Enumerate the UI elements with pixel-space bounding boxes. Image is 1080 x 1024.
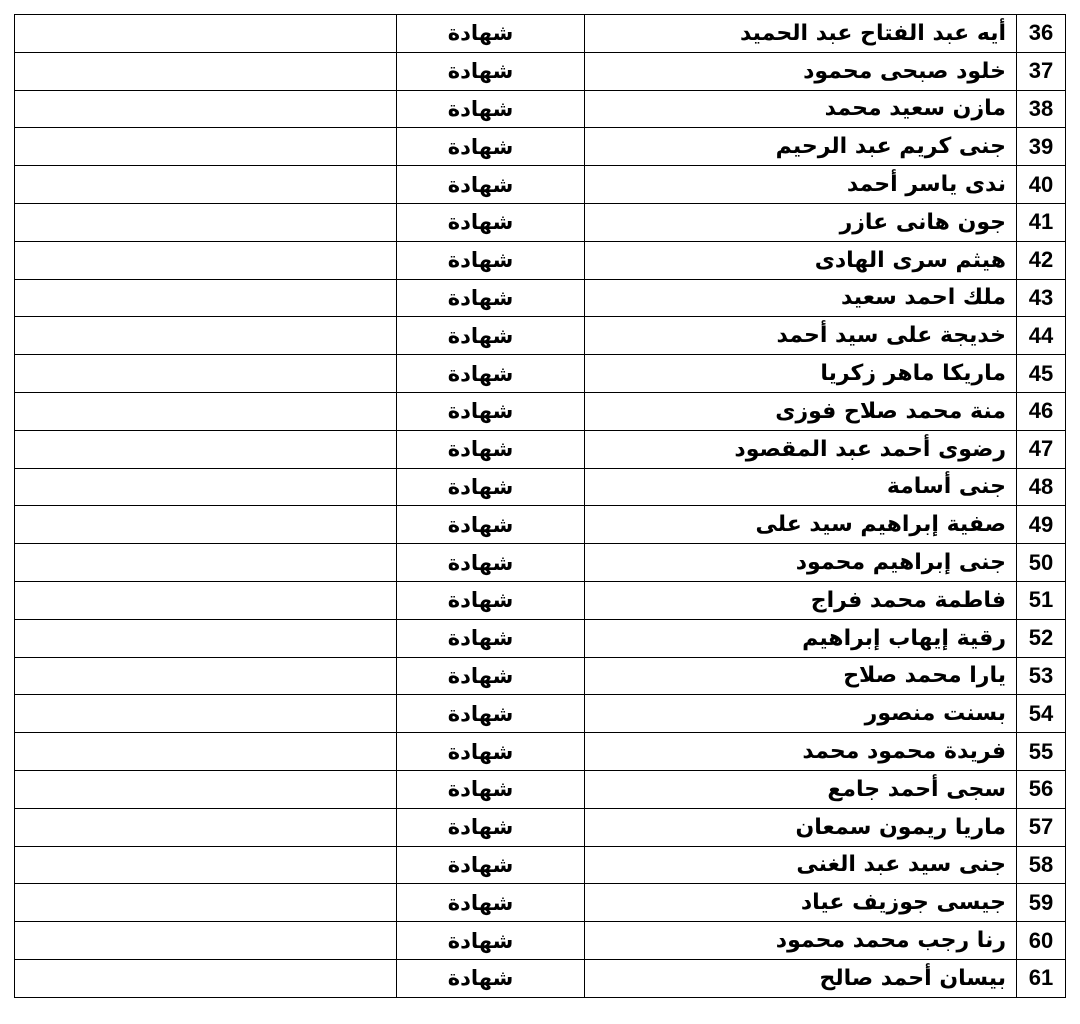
student-name-cell: رضوى أحمد عبد المقصود	[585, 430, 1017, 468]
student-name-cell: جنى أسامة	[585, 468, 1017, 506]
empty-cell	[15, 619, 397, 657]
table-row	[15, 15, 1066, 53]
row-number-cell: 58	[1017, 846, 1066, 884]
table-row	[15, 846, 1066, 884]
row-number-cell: 60	[1017, 922, 1066, 960]
table-row	[15, 581, 1066, 619]
table-row	[15, 506, 1066, 544]
document-type-cell: شهادة	[397, 279, 585, 317]
document-type-cell: شهادة	[397, 203, 585, 241]
document-type-cell: شهادة	[397, 733, 585, 771]
row-number-cell: 42	[1017, 241, 1066, 279]
table-row	[15, 203, 1066, 241]
row-number-cell: 47	[1017, 430, 1066, 468]
row-number-cell: 52	[1017, 619, 1066, 657]
empty-cell	[15, 15, 397, 53]
row-number-cell: 43	[1017, 279, 1066, 317]
student-name-cell: سجى أحمد جامع	[585, 770, 1017, 808]
student-name-cell: بسنت منصور	[585, 695, 1017, 733]
table-row	[15, 544, 1066, 582]
document-type-cell: شهادة	[397, 430, 585, 468]
document-type-cell: شهادة	[397, 581, 585, 619]
student-name-cell: بيسان أحمد صالح	[585, 959, 1017, 997]
empty-cell	[15, 506, 397, 544]
document-type-cell: شهادة	[397, 959, 585, 997]
row-number-cell: 36	[1017, 15, 1066, 53]
row-number-cell: 61	[1017, 959, 1066, 997]
table-row	[15, 166, 1066, 204]
table-row	[15, 657, 1066, 695]
document-type-cell: شهادة	[397, 392, 585, 430]
empty-cell	[15, 317, 397, 355]
empty-cell	[15, 430, 397, 468]
row-number-cell: 56	[1017, 770, 1066, 808]
student-roster-table	[14, 14, 1066, 998]
student-name-cell: فريدة محمود محمد	[585, 733, 1017, 771]
empty-cell	[15, 90, 397, 128]
student-name-cell: ماريا ريمون سمعان	[585, 808, 1017, 846]
table-row	[15, 355, 1066, 393]
student-name-cell: صفية إبراهيم سيد على	[585, 506, 1017, 544]
table-row	[15, 695, 1066, 733]
empty-cell	[15, 128, 397, 166]
row-number-cell: 55	[1017, 733, 1066, 771]
document-type-cell: شهادة	[397, 846, 585, 884]
row-number-cell: 39	[1017, 128, 1066, 166]
empty-cell	[15, 355, 397, 393]
student-name-cell: ماريكا ماهر زكريا	[585, 355, 1017, 393]
table-row	[15, 392, 1066, 430]
empty-cell	[15, 695, 397, 733]
row-number-cell: 41	[1017, 203, 1066, 241]
row-number-cell: 49	[1017, 506, 1066, 544]
document-type-cell: شهادة	[397, 90, 585, 128]
row-number-cell: 37	[1017, 52, 1066, 90]
document-type-cell: شهادة	[397, 468, 585, 506]
empty-cell	[15, 770, 397, 808]
document-type-cell: شهادة	[397, 166, 585, 204]
student-name-cell: رقية إيهاب إبراهيم	[585, 619, 1017, 657]
document-type-cell: شهادة	[397, 355, 585, 393]
table-row	[15, 733, 1066, 771]
table-row	[15, 959, 1066, 997]
student-name-cell: أيه عبد الفتاح عبد الحميد	[585, 15, 1017, 53]
document-type-cell: شهادة	[397, 619, 585, 657]
row-number-cell: 45	[1017, 355, 1066, 393]
document-type-cell: شهادة	[397, 544, 585, 582]
row-number-cell: 46	[1017, 392, 1066, 430]
student-name-cell: جنى سيد عبد الغنى	[585, 846, 1017, 884]
row-number-cell: 57	[1017, 808, 1066, 846]
student-name-cell: رنا رجب محمد محمود	[585, 922, 1017, 960]
table-row	[15, 770, 1066, 808]
empty-cell	[15, 846, 397, 884]
row-number-cell: 44	[1017, 317, 1066, 355]
empty-cell	[15, 392, 397, 430]
table-row	[15, 52, 1066, 90]
row-number-cell: 50	[1017, 544, 1066, 582]
row-number-cell: 40	[1017, 166, 1066, 204]
student-name-cell: ندى ياسر أحمد	[585, 166, 1017, 204]
roster-body	[15, 15, 1066, 998]
table-row	[15, 317, 1066, 355]
student-name-cell: خلود صبحى محمود	[585, 52, 1017, 90]
document-type-cell: شهادة	[397, 884, 585, 922]
student-name-cell: يارا محمد صلاح	[585, 657, 1017, 695]
table-row	[15, 468, 1066, 506]
empty-cell	[15, 808, 397, 846]
document-type-cell: شهادة	[397, 770, 585, 808]
empty-cell	[15, 581, 397, 619]
student-name-cell: خديجة على سيد أحمد	[585, 317, 1017, 355]
document-type-cell: شهادة	[397, 657, 585, 695]
row-number-cell: 53	[1017, 657, 1066, 695]
table-row	[15, 619, 1066, 657]
table-row	[15, 808, 1066, 846]
student-name-cell: فاطمة محمد فراج	[585, 581, 1017, 619]
table-row	[15, 241, 1066, 279]
document-type-cell: شهادة	[397, 695, 585, 733]
document-type-cell: شهادة	[397, 808, 585, 846]
table-row	[15, 922, 1066, 960]
table-row	[15, 128, 1066, 166]
student-name-cell: جنى كريم عبد الرحيم	[585, 128, 1017, 166]
document-type-cell: شهادة	[397, 317, 585, 355]
student-name-cell: جيسى جوزيف عياد	[585, 884, 1017, 922]
document-type-cell: شهادة	[397, 128, 585, 166]
row-number-cell: 59	[1017, 884, 1066, 922]
empty-cell	[15, 922, 397, 960]
document-type-cell: شهادة	[397, 506, 585, 544]
row-number-cell: 51	[1017, 581, 1066, 619]
row-number-cell: 54	[1017, 695, 1066, 733]
empty-cell	[15, 241, 397, 279]
empty-cell	[15, 279, 397, 317]
document-type-cell: شهادة	[397, 15, 585, 53]
empty-cell	[15, 884, 397, 922]
student-name-cell: ملك احمد سعيد	[585, 279, 1017, 317]
empty-cell	[15, 959, 397, 997]
table-row	[15, 90, 1066, 128]
empty-cell	[15, 733, 397, 771]
student-name-cell: جون هانى عازر	[585, 203, 1017, 241]
empty-cell	[15, 166, 397, 204]
student-name-cell: مازن سعيد محمد	[585, 90, 1017, 128]
table-row	[15, 430, 1066, 468]
empty-cell	[15, 203, 397, 241]
row-number-cell: 48	[1017, 468, 1066, 506]
table-row	[15, 884, 1066, 922]
document-type-cell: شهادة	[397, 922, 585, 960]
document-type-cell: شهادة	[397, 241, 585, 279]
empty-cell	[15, 52, 397, 90]
student-name-cell: جنى إبراهيم محمود	[585, 544, 1017, 582]
empty-cell	[15, 657, 397, 695]
row-number-cell: 38	[1017, 90, 1066, 128]
table-row	[15, 279, 1066, 317]
document-type-cell: شهادة	[397, 52, 585, 90]
empty-cell	[15, 544, 397, 582]
student-name-cell: هيثم سرى الهادى	[585, 241, 1017, 279]
empty-cell	[15, 468, 397, 506]
student-name-cell: منة محمد صلاح فوزى	[585, 392, 1017, 430]
